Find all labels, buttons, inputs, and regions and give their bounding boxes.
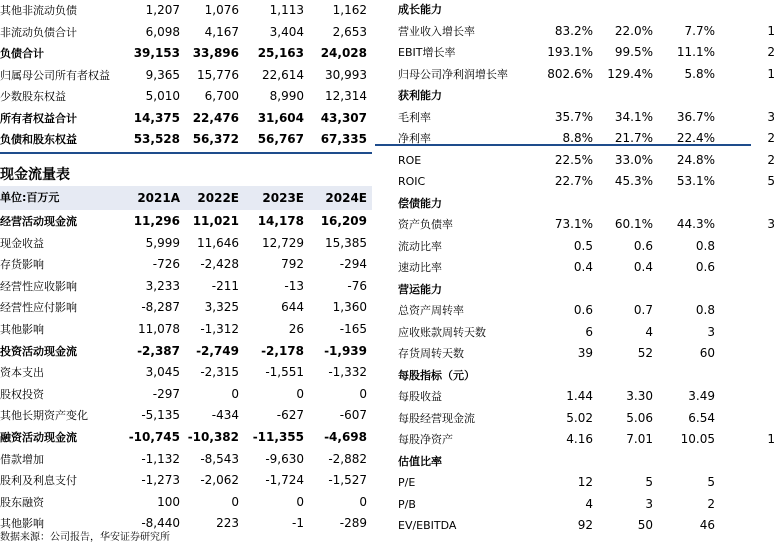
cell-value: 5 (767, 174, 775, 188)
cell-value: -11,355 (252, 429, 304, 444)
balance-sheet-divider (0, 152, 372, 154)
row-label: 资产负债率 (398, 218, 453, 231)
section-header (398, 451, 751, 473)
cell-value: 5,010 (145, 89, 180, 103)
row-label: 资本支出 (0, 366, 44, 380)
cell-value: -1,132 (141, 451, 180, 466)
cell-value: -76 (347, 278, 367, 293)
cell-value: 15,385 (325, 235, 367, 250)
cell-value: -607 (339, 408, 367, 423)
cell-value: 0 (296, 494, 304, 509)
cell-value: 56,372 (192, 132, 239, 146)
section-header (398, 0, 751, 21)
table-row (0, 108, 372, 130)
table-row (0, 341, 372, 363)
cell-value: 0 (359, 494, 367, 509)
cell-value: -10,382 (187, 429, 239, 444)
cell-value: 0.6 (633, 238, 653, 253)
cell-value: -294 (339, 257, 367, 272)
cell-value: 0.8 (695, 303, 715, 317)
table-row (398, 128, 775, 150)
cell-value: -211 (211, 278, 239, 293)
row-label: 少数股东权益 (0, 90, 66, 103)
cell-value: 73.1% (554, 217, 593, 231)
cell-value: 1,207 (145, 3, 180, 17)
cell-value: -1,332 (328, 365, 367, 380)
cell-value: 15,776 (197, 67, 239, 82)
cell-value: -8,287 (141, 300, 180, 315)
cell-value: 24.8% (676, 152, 715, 167)
cell-value: 792 (281, 257, 304, 272)
table-row (398, 214, 775, 236)
cell-value: 0.4 (573, 260, 593, 274)
row-label: 负债和股东权益 (0, 133, 77, 146)
cell-value: 12,314 (325, 89, 367, 103)
cell-value: 3,233 (145, 278, 180, 293)
cell-value: 1 (767, 66, 775, 81)
cell-value: 3.49 (688, 389, 715, 403)
cell-value: 34.1% (614, 109, 653, 124)
table-row (398, 42, 775, 64)
row-label: 成长能力 (398, 3, 442, 16)
cell-value: 9,365 (145, 67, 180, 82)
row-label: 现金收益 (0, 236, 44, 250)
row-label: 归属母公司所有者权益 (0, 68, 110, 82)
cell-value: 6,098 (145, 24, 180, 39)
year-2022e: 2022E (197, 191, 239, 205)
table-row (398, 300, 751, 322)
cell-value: -8,440 (141, 516, 180, 531)
cell-value: 0 (231, 386, 239, 401)
cell-value: 12,729 (262, 235, 304, 250)
cell-value: 4.16 (566, 432, 593, 446)
cell-value: 0.4 (633, 260, 653, 274)
cell-value: 223 (216, 516, 239, 531)
cell-value: 1 (767, 432, 775, 446)
cash-flow-title: 现金流量表 (0, 167, 70, 183)
cell-value: 52 (637, 346, 653, 360)
cell-value: 43,307 (320, 110, 367, 125)
cell-value: 3 (707, 324, 715, 339)
cell-value: 53.1% (676, 174, 715, 188)
cell-value: -297 (152, 386, 180, 401)
cell-value: 5 (707, 475, 715, 489)
cell-value: -1,527 (328, 473, 367, 488)
table-row (0, 319, 372, 341)
cell-value: 12 (577, 475, 593, 489)
cell-value: 22,476 (192, 110, 239, 125)
cell-value: 5,999 (145, 235, 180, 250)
cell-value: 802.6% (547, 66, 593, 81)
cell-value: 3 (767, 217, 775, 231)
cell-value: 14,375 (133, 110, 180, 125)
row-label: 流动比率 (398, 239, 442, 253)
cell-value: 5.06 (626, 410, 653, 425)
cell-value: -9,630 (265, 451, 304, 466)
year-2023e: 2023E (262, 191, 304, 205)
cell-value: 22.5% (554, 152, 593, 167)
cell-value: -627 (276, 408, 304, 423)
row-label: 净利率 (398, 132, 431, 145)
cell-value: 3,404 (269, 24, 304, 39)
table-row (0, 492, 372, 514)
cash-flow-table (0, 211, 372, 535)
cell-value: 30,993 (325, 67, 367, 82)
cell-value: 56,767 (257, 132, 304, 146)
cell-value: 60.1% (614, 217, 653, 231)
table-row (0, 254, 372, 276)
cell-value: 7.7% (684, 23, 715, 38)
table-row (0, 129, 372, 151)
cell-value: 3 (767, 109, 775, 124)
cell-value: -1,724 (265, 473, 304, 488)
cell-value: 26 (288, 321, 304, 336)
table-row (398, 343, 751, 365)
cell-value: 4 (585, 496, 593, 511)
cell-value: 6,700 (204, 89, 239, 103)
cell-value: 11.1% (676, 45, 715, 59)
cell-value: 3.30 (626, 389, 653, 403)
cell-value: 129.4% (607, 66, 653, 81)
cell-value: 0.7 (633, 303, 653, 317)
cell-value: 33.0% (614, 152, 653, 167)
row-label: 每股指标（元） (398, 368, 475, 382)
cell-value: -1 (292, 516, 304, 531)
cell-value: 35.7% (554, 109, 593, 124)
cell-value: 11,296 (133, 214, 180, 228)
table-row (398, 429, 775, 451)
cell-value: -1,273 (141, 473, 180, 488)
row-label: 速动比率 (398, 261, 442, 274)
cell-value: 5.02 (566, 410, 593, 425)
row-label: 其他非流动负债 (0, 4, 77, 17)
unit-label: 单位:百万元 (0, 191, 60, 204)
row-label: 经营性应收影响 (0, 279, 77, 293)
cell-value: -2,178 (261, 343, 304, 358)
cell-value: -10,745 (128, 429, 180, 444)
table-row (0, 297, 372, 319)
table-row (0, 43, 372, 65)
balance-sheet-table (0, 0, 372, 151)
year-2021a: 2021A (137, 191, 180, 205)
cell-value: 83.2% (554, 23, 593, 38)
cell-value: -1,312 (200, 321, 239, 336)
cell-value: 5.8% (684, 66, 715, 81)
year-2024e: 2024E (325, 191, 367, 205)
table-row (0, 384, 372, 406)
table-row (398, 171, 775, 193)
cell-value: 3 (645, 496, 653, 511)
cell-value: -726 (152, 257, 180, 272)
row-label: ROIC (398, 175, 426, 188)
row-label: EBIT增长率 (398, 46, 456, 59)
cell-value: -1,551 (265, 365, 304, 380)
ratios-table (398, 0, 775, 537)
cell-value: 8.8% (562, 131, 593, 145)
cell-value: 4,167 (204, 24, 239, 39)
table-row (0, 427, 372, 449)
row-label: 融资活动现金流 (0, 430, 77, 444)
cell-value: -2,428 (200, 257, 239, 272)
row-label: 经营活动现金流 (0, 215, 77, 228)
cell-value: 0.6 (695, 260, 715, 274)
cell-value: 3,045 (145, 365, 180, 380)
cell-value: 39,153 (133, 46, 180, 60)
table-row (398, 64, 775, 86)
row-label: 所有者权益合计 (0, 111, 77, 125)
table-row (0, 470, 372, 492)
cell-value: -2,749 (196, 343, 239, 358)
cell-value: -2,882 (328, 451, 367, 466)
table-row (0, 65, 372, 87)
table-row (398, 236, 751, 258)
table-row (398, 322, 751, 344)
row-label: 股东融资 (0, 495, 44, 509)
table-row (398, 150, 775, 172)
cell-value: 6.54 (688, 410, 715, 425)
cell-value: 1,360 (332, 300, 367, 315)
row-label: 经营性应付影响 (0, 301, 77, 315)
cell-value: 644 (281, 300, 304, 315)
cell-value: -2,387 (137, 343, 180, 358)
table-row (0, 405, 372, 427)
cell-value: 39 (577, 346, 593, 360)
cell-value: 100 (157, 494, 180, 509)
cell-value: 44.3% (676, 217, 715, 231)
cell-value: 67,335 (320, 132, 367, 146)
cell-value: 46 (699, 518, 715, 532)
row-label: 非流动负债合计 (0, 25, 77, 39)
table-row (398, 107, 775, 129)
section-header (398, 365, 751, 387)
row-label: P/E (398, 476, 416, 489)
source-note: 数据来源：公司报告，华安证券研究所 (0, 532, 170, 543)
section-header (398, 279, 751, 301)
section-header (398, 85, 751, 107)
row-label: ROE (398, 153, 422, 167)
cell-value: 0.6 (573, 303, 593, 317)
cell-value: 99.5% (614, 45, 653, 59)
section-header (398, 193, 751, 215)
left-financial-panel (0, 0, 372, 531)
row-label: 获利能力 (398, 89, 442, 102)
cell-value: -2,062 (200, 473, 239, 488)
row-label: 估值比率 (398, 454, 442, 468)
cell-value: 1,076 (204, 3, 239, 17)
table-row (398, 472, 751, 494)
cell-value: -1,939 (324, 343, 367, 358)
table-row (0, 0, 372, 22)
cell-value: -8,543 (200, 451, 239, 466)
cell-value: 2 (707, 496, 715, 511)
cell-value: 4 (645, 324, 653, 339)
cell-value: 1,113 (269, 3, 304, 17)
row-label: 负债合计 (0, 47, 44, 60)
cell-value: 3,325 (204, 300, 239, 315)
cell-value: 92 (577, 518, 593, 532)
row-label: 营业收入增长率 (398, 24, 475, 38)
row-label: 股权投资 (0, 387, 44, 401)
cell-value: -4,698 (324, 429, 367, 444)
cell-value: 0.8 (695, 238, 715, 253)
cell-value: 1,162 (332, 3, 367, 17)
row-label: 归母公司净利润增长率 (398, 67, 508, 81)
table-row (398, 21, 775, 43)
cell-value: 22.0% (614, 23, 653, 38)
cell-value: 7.01 (626, 432, 653, 446)
cell-value: 14,178 (257, 214, 304, 228)
table-row (0, 22, 372, 44)
cell-value: -165 (339, 321, 367, 336)
cell-value: 0 (231, 494, 239, 509)
table-row (398, 386, 751, 408)
cell-value: 0.5 (573, 238, 593, 253)
cell-value: 36.7% (676, 109, 715, 124)
table-row (0, 233, 372, 255)
cell-value: -13 (284, 278, 304, 293)
table-row (398, 408, 751, 430)
row-label: 营运能力 (398, 282, 442, 296)
cell-value: 0 (359, 386, 367, 401)
table-row (0, 449, 372, 471)
cell-value: 11,021 (192, 214, 239, 228)
cell-value: 31,604 (257, 110, 304, 125)
cell-value: 8,990 (269, 89, 304, 103)
cell-value: -5,135 (141, 408, 180, 423)
cell-value: 50 (637, 518, 653, 532)
cell-value: 0 (296, 386, 304, 401)
cell-value: 2,653 (332, 24, 367, 39)
row-label: 股利及利息支付 (0, 474, 77, 488)
cell-value: 24,028 (320, 46, 367, 60)
row-label: EV/EBITDA (398, 519, 457, 532)
cell-value: 60 (699, 346, 715, 360)
cell-value: 11,078 (138, 321, 180, 336)
row-label: 毛利率 (398, 110, 431, 124)
cash-flow-header (0, 186, 372, 210)
ratios-panel (398, 0, 775, 537)
table-row (0, 276, 372, 298)
cell-value: 16,209 (320, 214, 367, 228)
row-label: 其他影响 (0, 517, 44, 531)
row-label: 存货周转天数 (398, 347, 464, 360)
cell-value: 22.7% (554, 174, 593, 188)
row-label: 每股净资产 (398, 433, 453, 446)
cell-value: 22,614 (262, 67, 304, 82)
cell-value: 6 (585, 324, 593, 339)
row-label: 总资产周转率 (398, 304, 464, 317)
cell-value: 5 (645, 475, 653, 489)
row-label: P/B (398, 497, 416, 511)
cell-value: 10.05 (680, 432, 715, 446)
row-label: 借款增加 (0, 452, 44, 466)
table-row (0, 362, 372, 384)
cell-value: 21.7% (614, 131, 653, 145)
table-row (398, 515, 751, 537)
cell-value: 1 (767, 23, 775, 38)
row-label: 投资活动现金流 (0, 344, 77, 358)
row-label: 偿债能力 (398, 196, 442, 210)
cell-value: 2 (767, 152, 775, 167)
cell-value: -434 (211, 408, 239, 423)
row-label: 存货影响 (0, 258, 44, 272)
row-label: 每股收益 (398, 390, 442, 403)
cell-value: 25,163 (257, 46, 304, 60)
cell-value: 2 (767, 45, 775, 59)
cell-value: 1.44 (566, 389, 593, 403)
cell-value: -289 (339, 516, 367, 531)
row-label: 其他长期资产变化 (0, 409, 88, 423)
cell-value: 33,896 (192, 46, 239, 60)
row-label: 每股经营现金流 (398, 411, 475, 425)
cell-value: -2,315 (200, 365, 239, 380)
cell-value: 22.4% (676, 131, 715, 145)
table-row (0, 211, 372, 233)
table-row (398, 257, 751, 279)
table-row (0, 86, 372, 108)
cell-value: 193.1% (547, 45, 593, 59)
row-label: 应收账款周转天数 (398, 325, 486, 339)
cell-value: 53,528 (133, 132, 180, 146)
row-label: 其他影响 (0, 322, 44, 336)
cell-value: 2 (767, 131, 775, 145)
cell-value: 11,646 (197, 235, 239, 250)
cell-value: 45.3% (614, 174, 653, 188)
table-row (398, 494, 751, 516)
